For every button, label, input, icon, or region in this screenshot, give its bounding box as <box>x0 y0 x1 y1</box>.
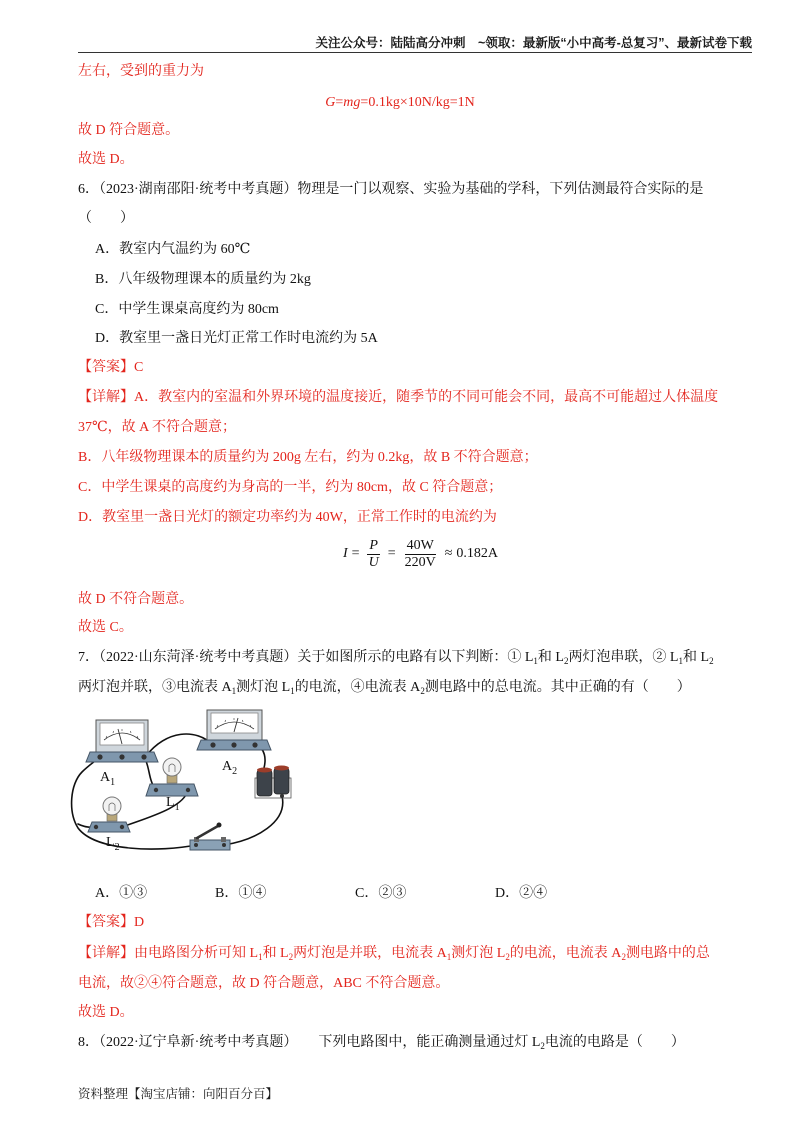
q6-option-c: C．中学生课桌高度约为 80cm <box>95 302 279 317</box>
q6-option-b: B．八年级物理课本的质量约为 2kg <box>95 272 311 287</box>
q6-conclusion: 故 D 不符合题意。 <box>78 592 194 607</box>
subscript: 2 <box>709 656 714 666</box>
fraction-denominator: U <box>368 554 379 570</box>
bulb-l1 <box>146 758 198 796</box>
label-base: L <box>106 835 115 850</box>
q7-stem-line <box>78 678 691 698</box>
label-l2 <box>106 835 120 853</box>
subscript: 1 <box>446 952 452 962</box>
fraction-numerator: 40W <box>406 537 434 553</box>
subscript: 1 <box>678 656 683 666</box>
q6-answer: 【答案】C <box>78 360 144 375</box>
formula-symbol-g: G <box>325 95 336 110</box>
q7-option-d: D．②④ <box>495 886 548 901</box>
text-run: 8．（2022·辽宁阜新·统考中考真题） 下列电路图中，能正确测量通过灯 L <box>78 1035 541 1050</box>
subscript: 1 <box>290 686 295 696</box>
text-run: 测电路中的总电流。其中正确的有（ ） <box>424 680 691 695</box>
text-run: 两灯泡串联，② L <box>568 650 679 665</box>
knife-switch <box>190 823 230 851</box>
q6-explanation-line: 【详解】A．教室内的室温和外界环境的温度接近，随季节的不同可能会不同，最高不可能超过人体温度 <box>78 390 719 405</box>
text-run: 电流的电路是（ ） <box>544 1035 685 1050</box>
q7-explanation-line: 电流，故②④符合题意，故 D 符合题意，ABC 不符合题意。 <box>78 976 450 991</box>
fraction-denominator: 220V <box>404 554 436 570</box>
battery <box>255 766 291 799</box>
formula-approx: ≈ <box>444 546 453 561</box>
text-run: 和 L <box>262 946 289 961</box>
label-base: A <box>100 770 111 785</box>
q6-option-a: A．教室内气温约为 60℃ <box>95 242 251 257</box>
text-run: 的电流，电流表 A <box>509 946 622 961</box>
label-subscript: 2 <box>114 842 120 853</box>
text-run: 和 L <box>683 650 710 665</box>
formula-equals: = <box>335 95 344 110</box>
label-l1 <box>166 795 180 813</box>
subscript: 2 <box>563 656 569 666</box>
text-run: 的电流，④电流表 A <box>294 680 421 695</box>
q5-conclusion: 故 D 符合题意。 <box>78 123 180 138</box>
label-subscript: 2 <box>232 766 238 777</box>
q6-option-d: D．教室里一盏日光灯正常工作时电流约为 5A <box>95 331 378 346</box>
q7-stem-line <box>78 648 714 668</box>
text-run: 测灯泡 L <box>451 946 506 961</box>
q6-current-formula <box>343 534 498 574</box>
formula-result: 0.182A <box>456 546 499 561</box>
formula-calculation: =0.1kg×10N/kg=1N <box>360 95 475 110</box>
text-run: 7．（2022·山东菏泽·统考中考真题）关于如图所示的电路有以下判断：① L <box>78 650 534 665</box>
header-divider <box>78 52 752 53</box>
formula-equals: = <box>387 546 396 561</box>
q6-choice: 故选 C。 <box>78 620 133 635</box>
label-base: A <box>222 759 233 774</box>
subscript: 2 <box>420 686 425 696</box>
label-subscript: 1 <box>110 777 116 788</box>
subscript: 2 <box>540 1041 545 1051</box>
q6-stem: 6．（2023·湖南邵阳·统考中考真题）物理是一门以观察、实验为基础的学科，下列估测最符合实际的是 <box>78 182 704 197</box>
page-footer: 资料整理【淘宝店铺：向阳百分百】 <box>78 1087 279 1101</box>
q7-explanation-line <box>78 944 710 964</box>
q5-explanation-line: 左右，受到的重力为 <box>78 64 204 79</box>
q7-answer: 【答案】D <box>78 915 145 930</box>
text-run: 两灯泡是并联，电流表 A <box>293 946 447 961</box>
q7-option-a: A．①③ <box>95 886 148 901</box>
q6-answer-blank: （ ） <box>78 211 134 226</box>
subscript: 1 <box>533 656 538 666</box>
q6-explanation-line: C．中学生课桌的高度约为身高的一半，约为 80cm，故 C 符合题意； <box>78 480 503 495</box>
subscript: 1 <box>258 952 263 962</box>
formula-symbol-mg: mg <box>343 95 361 110</box>
fraction-numerator: P <box>369 537 378 553</box>
text-run: 【详解】由电路图分析可知 L <box>78 946 259 961</box>
text-run: 两灯泡并联，③电流表 A <box>78 680 232 695</box>
label-base: L <box>166 795 175 810</box>
q7-choice: 故选 D。 <box>78 1005 134 1020</box>
subscript: 1 <box>231 686 237 696</box>
formula-fraction-values <box>403 538 438 571</box>
page-header: 关注公众号：陆陆高分冲刺 ~领取：最新版“小中高考-总复习”、最新试卷下载 <box>315 36 752 50</box>
q6-explanation-line: B．八年级物理课本的质量约为 200g 左右，约为 0.2kg，故 B 不符合题意； <box>78 450 538 465</box>
subscript: 2 <box>621 952 626 962</box>
label-a1 <box>100 770 115 788</box>
text-run: 测灯泡 L <box>236 680 291 695</box>
circuit-figure <box>66 700 306 864</box>
subscript: 2 <box>505 952 510 962</box>
formula-fraction-p-over-u <box>367 538 381 571</box>
formula-symbol-i: I <box>343 546 348 561</box>
wire-battery-to-switch <box>224 796 283 845</box>
q5-gravity-formula <box>0 93 800 113</box>
q6-explanation-line: D．教室里一盏日光灯的额定功率约为 40W，正常工作时的电流约为 <box>78 510 497 525</box>
ammeter-a1 <box>86 720 158 762</box>
q7-option-b: B．①④ <box>215 886 267 901</box>
q6-explanation-line: 37℃，故 A 不符合题意； <box>78 420 236 435</box>
text-run: 和 L <box>537 650 564 665</box>
ammeter-a2 <box>197 710 271 750</box>
formula-equals: = <box>351 546 360 561</box>
q7-option-c: C．②③ <box>355 886 407 901</box>
q5-choice: 故选 D。 <box>78 152 134 167</box>
label-subscript: 1 <box>174 802 180 813</box>
subscript: 2 <box>288 952 294 962</box>
label-a2 <box>222 759 237 777</box>
text-run: 测电路中的总 <box>625 946 710 961</box>
q8-stem <box>78 1033 685 1053</box>
bulb-l2 <box>88 797 130 832</box>
